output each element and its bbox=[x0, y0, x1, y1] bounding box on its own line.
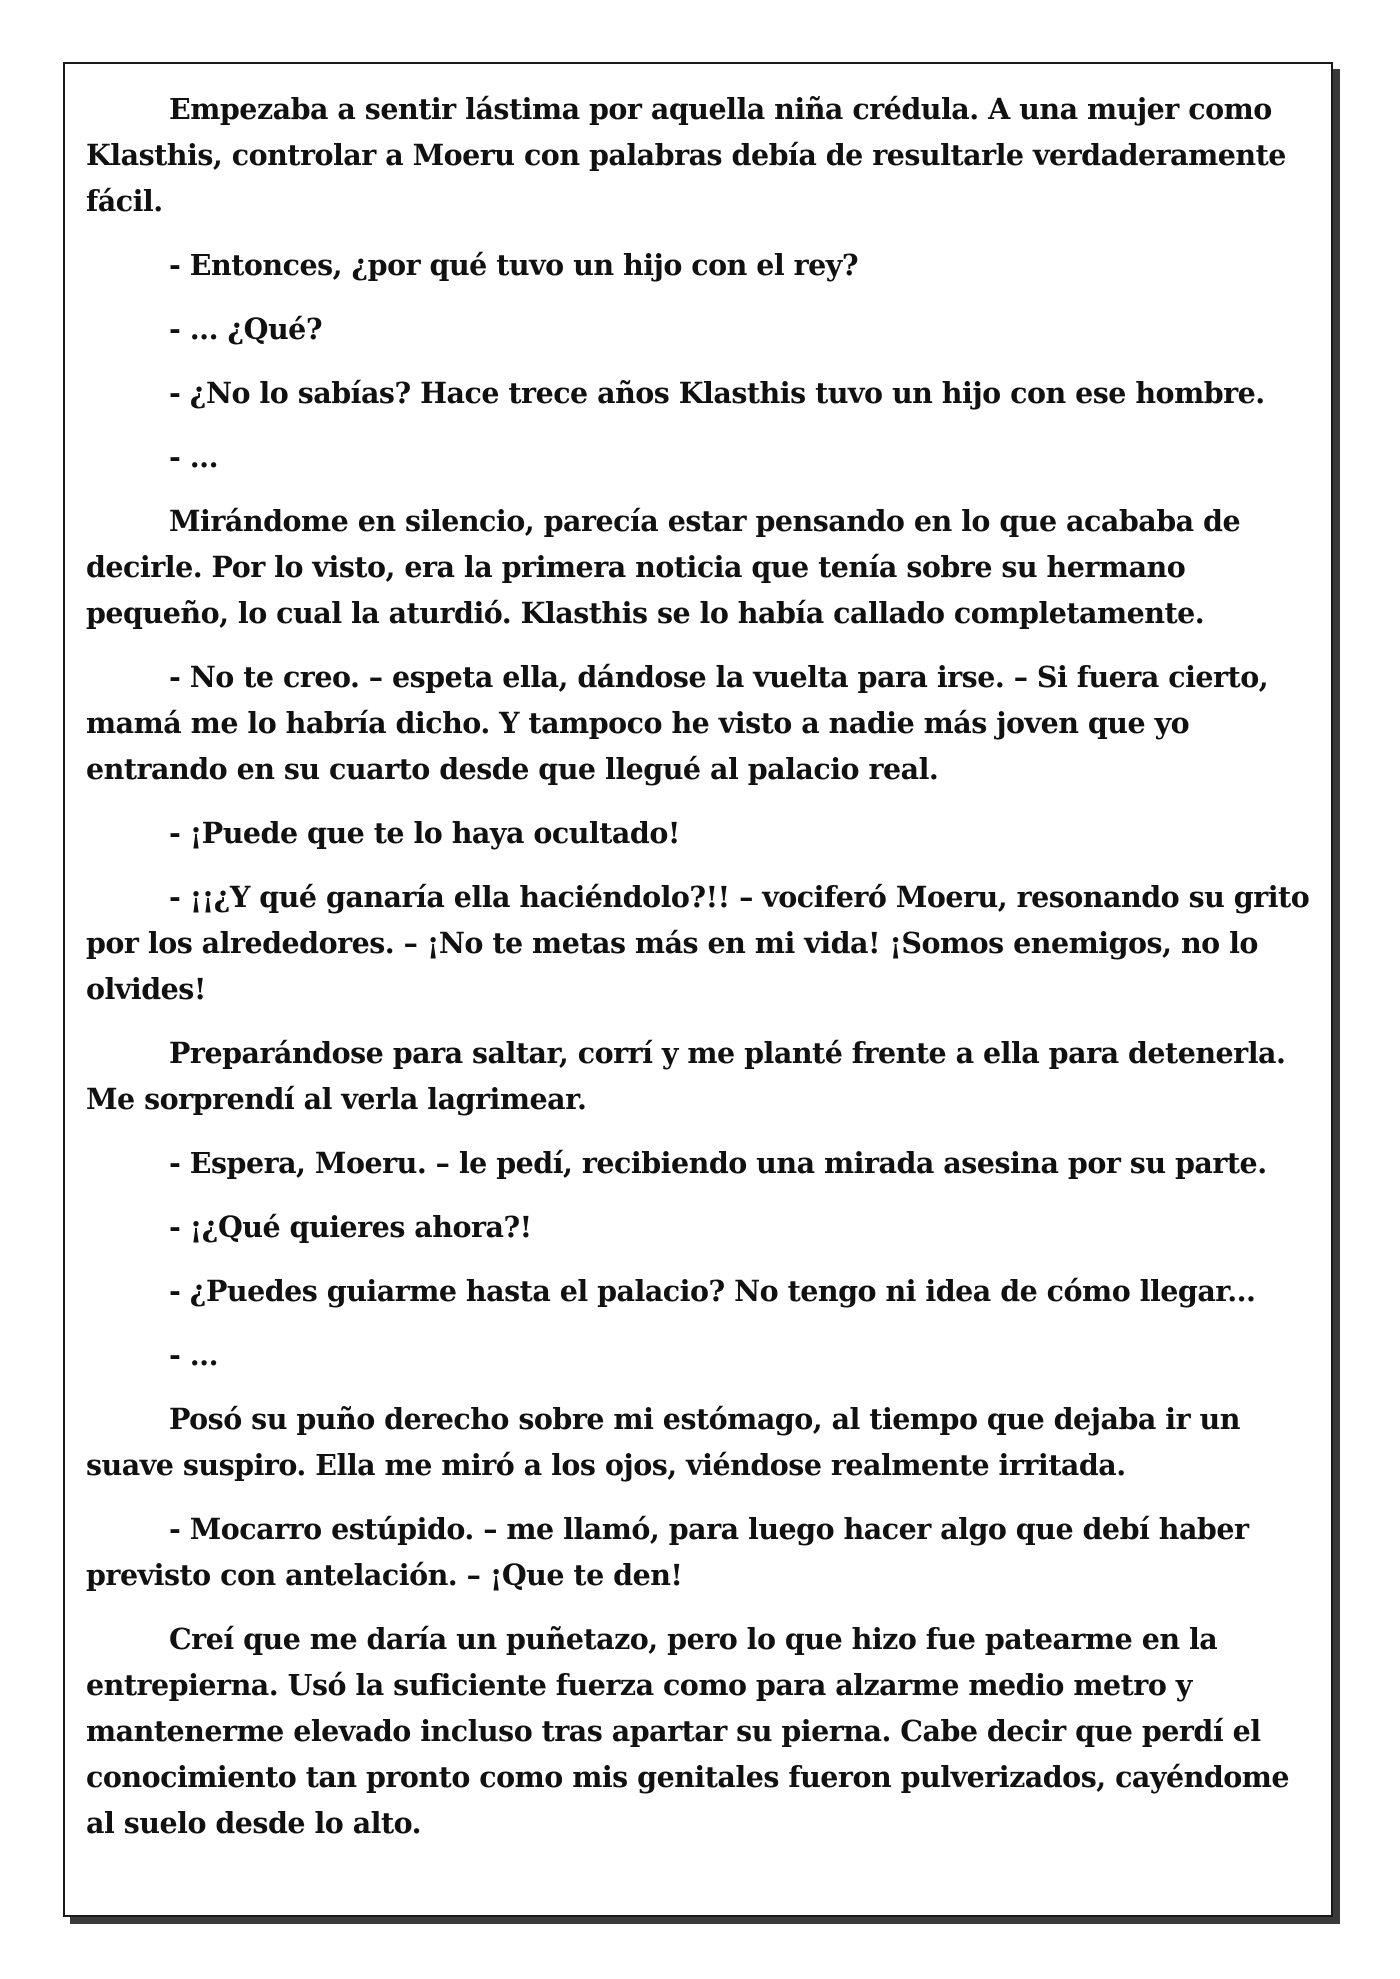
paragraph-5: - ... bbox=[169, 440, 219, 474]
paragraph-2: - Entonces, ¿por qué tuvo un hijo con el rey? bbox=[169, 248, 859, 282]
paragraph-13: - ¿Puedes guiarme hasta el palacio? No tengo ni idea de cómo llegar... bbox=[169, 1274, 1256, 1308]
paragraph-15: Posó su puño derecho sobre mi estómago, al tiempo que dejaba ir un suave suspiro. Ella me miró a los ojos, viéndose realmente irritada. bbox=[86, 1402, 1240, 1482]
paragraph-1: Empezaba a sentir lástima por aquella niña crédula. A una mujer como Klasthis, controlar a Moeru con palabras debía de resultarle verdaderamente fácil. bbox=[86, 92, 1286, 218]
paragraph-7: - No te creo. – espeta ella, dándose la vuelta para irse. – Si fuera cierto, mamá me lo habría dicho. Y tampoco he visto a nadie más joven que yo entrando en su cuarto desde que llegué al palacio real. bbox=[86, 660, 1269, 786]
paragraph-6: Mirándome en silencio, parecía estar pensando en lo que acababa de decirle. Por lo visto, era la primera noticia que tenía sobre su hermano pequeño, lo cual la aturdió. Klasthis se lo había callado completamente. bbox=[86, 504, 1241, 630]
paragraph-4: - ¿No lo sabías? Hace trece años Klasthis tuvo un hijo con ese hombre. bbox=[169, 376, 1265, 410]
paragraph-11: - Espera, Moeru. – le pedí, recibiendo una mirada asesina por su parte. bbox=[169, 1146, 1267, 1180]
paragraph-16: - Mocarro estúpido. – me llamó, para luego hacer algo que debí haber previsto con antelación. – ¡Que te den! bbox=[86, 1512, 1249, 1592]
text-body bbox=[86, 86, 1310, 1864]
paragraph-14: - ... bbox=[169, 1338, 219, 1372]
paragraph-3: - ... ¿Qué? bbox=[169, 312, 323, 346]
paragraph-8: - ¡Puede que te lo haya ocultado! bbox=[169, 816, 680, 850]
paragraph-17: Creí que me daría un puñetazo, pero lo que hizo fue patearme en la entrepierna. Usó la suficiente fuerza como para alzarme medio metro y mantenerme elevado incluso tras apartar su pierna. Cabe decir que perdí el conocimiento tan pronto como mis genitales fueron pulverizados, cayéndome al suelo desde lo alto. bbox=[86, 1622, 1290, 1840]
paragraph-9: - ¡¡¿Y qué ganaría ella haciéndolo?!! – vociferó Moeru, resonando su grito por los alrededores. – ¡No te metas más en mi vida! ¡Somos enemigos, no lo olvides! bbox=[86, 880, 1310, 1006]
page-frame bbox=[63, 62, 1333, 1917]
paragraph-12: - ¡¿Qué quieres ahora?! bbox=[169, 1210, 532, 1244]
paragraph-10: Preparándose para saltar, corrí y me planté frente a ella para detenerla. Me sorprendí al verla lagrimear. bbox=[86, 1036, 1286, 1116]
